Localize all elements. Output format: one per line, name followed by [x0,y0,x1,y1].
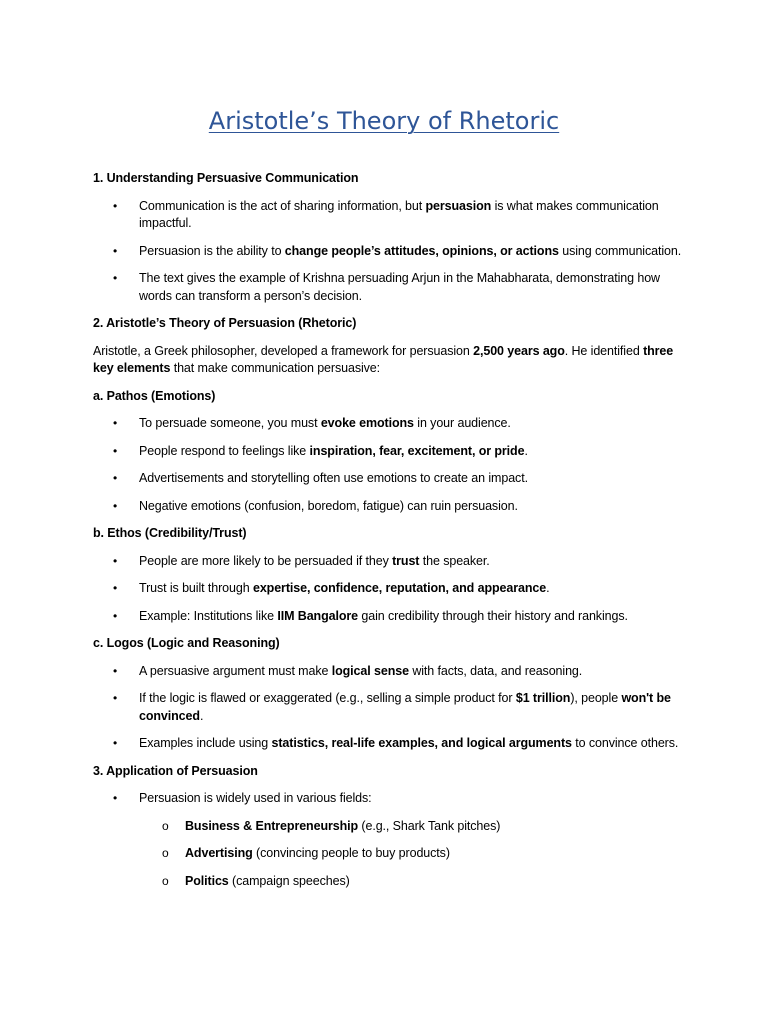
sub-list-item [93,845,683,863]
circle-bullet-icon: o [162,818,169,833]
bold-text: change people’s attitudes, opinions, or actions [284,243,559,258]
text: Communication is the act of sharing information, but [139,198,426,213]
text: (e.g., Shark Tank pitches) [358,818,501,833]
text: the speaker. [419,553,490,568]
text: . [199,708,204,723]
section-heading-theory: 2. Aristotle’s Theory of Persuasion (Rhetoric) [93,316,357,330]
text: Advertisements and storytelling often use emotions to create an impact. [139,471,528,485]
text: with facts, data, and reasoning. [408,663,583,678]
bold-text: 2,500 years ago [473,343,565,358]
circle-bullet-icon: o [162,873,169,888]
bold-text: statistics, real-life examples, and logical arguments [271,736,572,750]
bullet-icon: • [113,498,118,513]
list-item [93,608,683,626]
bold-text: Advertising [185,846,253,860]
bullet-icon: • [113,198,118,213]
text: (campaign speeches) [228,873,350,888]
bullet-icon: • [113,243,118,258]
sub-list-item [93,873,683,891]
subheading-pathos: a. Pathos (Emotions) [93,388,216,403]
text: Persuasion is the ability to [139,243,285,258]
text: to convince others. [571,736,679,750]
circle-bullet-icon: o [162,846,169,860]
bold-text: $1 trillion [515,691,571,705]
list-item [93,243,683,261]
list-item [93,498,683,516]
bold-text: evoke emotions [320,416,414,430]
bold-text: logical sense [331,663,409,678]
bullet-icon: • [113,608,118,623]
bullet-icon: • [113,663,118,678]
list-item [93,580,683,598]
text: Aristotle, a Greek philosopher, developed a framework for persuasion [93,343,474,358]
text: Trust is built through [139,581,253,595]
text: that make communication persuasive: [170,361,381,375]
intro-paragraph [93,343,683,378]
text: Persuasion is widely used in various fields: [139,791,372,805]
text: . He identified [564,343,644,358]
text: Examples include using [139,736,272,750]
bullet-icon: • [113,471,118,485]
list-item [93,470,683,488]
text: (convincing people to buy products) [252,846,450,860]
bullet-icon: • [113,691,118,705]
text: using communication. [558,243,682,258]
text: is what makes communication impactful. [139,198,659,230]
text: ), people [570,691,622,705]
bold-text: won't be convinced [139,691,671,723]
text: If the logic is flawed or exaggerated (e.g., selling a simple product for [139,691,516,705]
bold-text: persuasion [425,198,492,213]
text: . [546,581,550,595]
list-item [93,198,683,233]
bold-text: expertise, confidence, reputation, and appearance [252,581,547,595]
list-item [93,553,683,571]
bullet-icon: • [113,553,118,568]
bold-text: IIM Bangalore [277,608,359,623]
text: The text gives the example of Krishna persuading Arjun in the Mahabharata, demonstrating how words can transform a person’s decision. [139,271,660,303]
list-item [93,663,683,681]
text: gain credibility through their history and rankings. [358,608,628,623]
list-item [93,415,683,433]
bold-text: Politics [185,873,229,888]
text: People are more likely to be persuaded if they [139,553,393,568]
subheading-ethos: b. Ethos (Credibility/Trust) [93,526,247,540]
text: To persuade someone, you must [139,416,321,430]
text: Example: Institutions like [139,608,278,623]
document-title: Aristotle’s Theory of Rhetoric [208,107,560,135]
list-item [93,690,683,725]
bullet-icon: • [113,791,118,805]
list-item [93,443,683,461]
document-body [93,170,683,900]
bullet-icon: • [113,581,118,595]
section-heading-application: 3. Application of Persuasion [93,763,258,778]
bullet-icon: • [113,736,118,750]
bullet-icon: • [113,443,118,458]
bold-text: three key elements [93,343,674,375]
subheading-logos: c. Logos (Logic and Reasoning) [93,636,280,650]
text: Negative emotions (confusion, boredom, fatigue) can ruin persuasion. [139,498,518,513]
sub-list-item [93,818,683,836]
list-item [93,790,683,808]
text: in your audience. [413,416,511,430]
list-item [93,735,683,753]
text: People respond to feelings like [139,443,310,458]
bold-text: trust [392,553,420,568]
list-item [93,270,683,305]
bullet-icon: • [113,271,118,285]
bold-text: inspiration, fear, excitement, or pride [309,443,525,458]
section-heading-understanding: 1. Understanding Persuasive Communication [93,171,359,185]
text: . [524,443,528,458]
bold-text: Business & Entrepreneurship [185,818,359,833]
bullet-icon: • [113,416,118,430]
text: A persuasive argument must make [139,663,332,678]
